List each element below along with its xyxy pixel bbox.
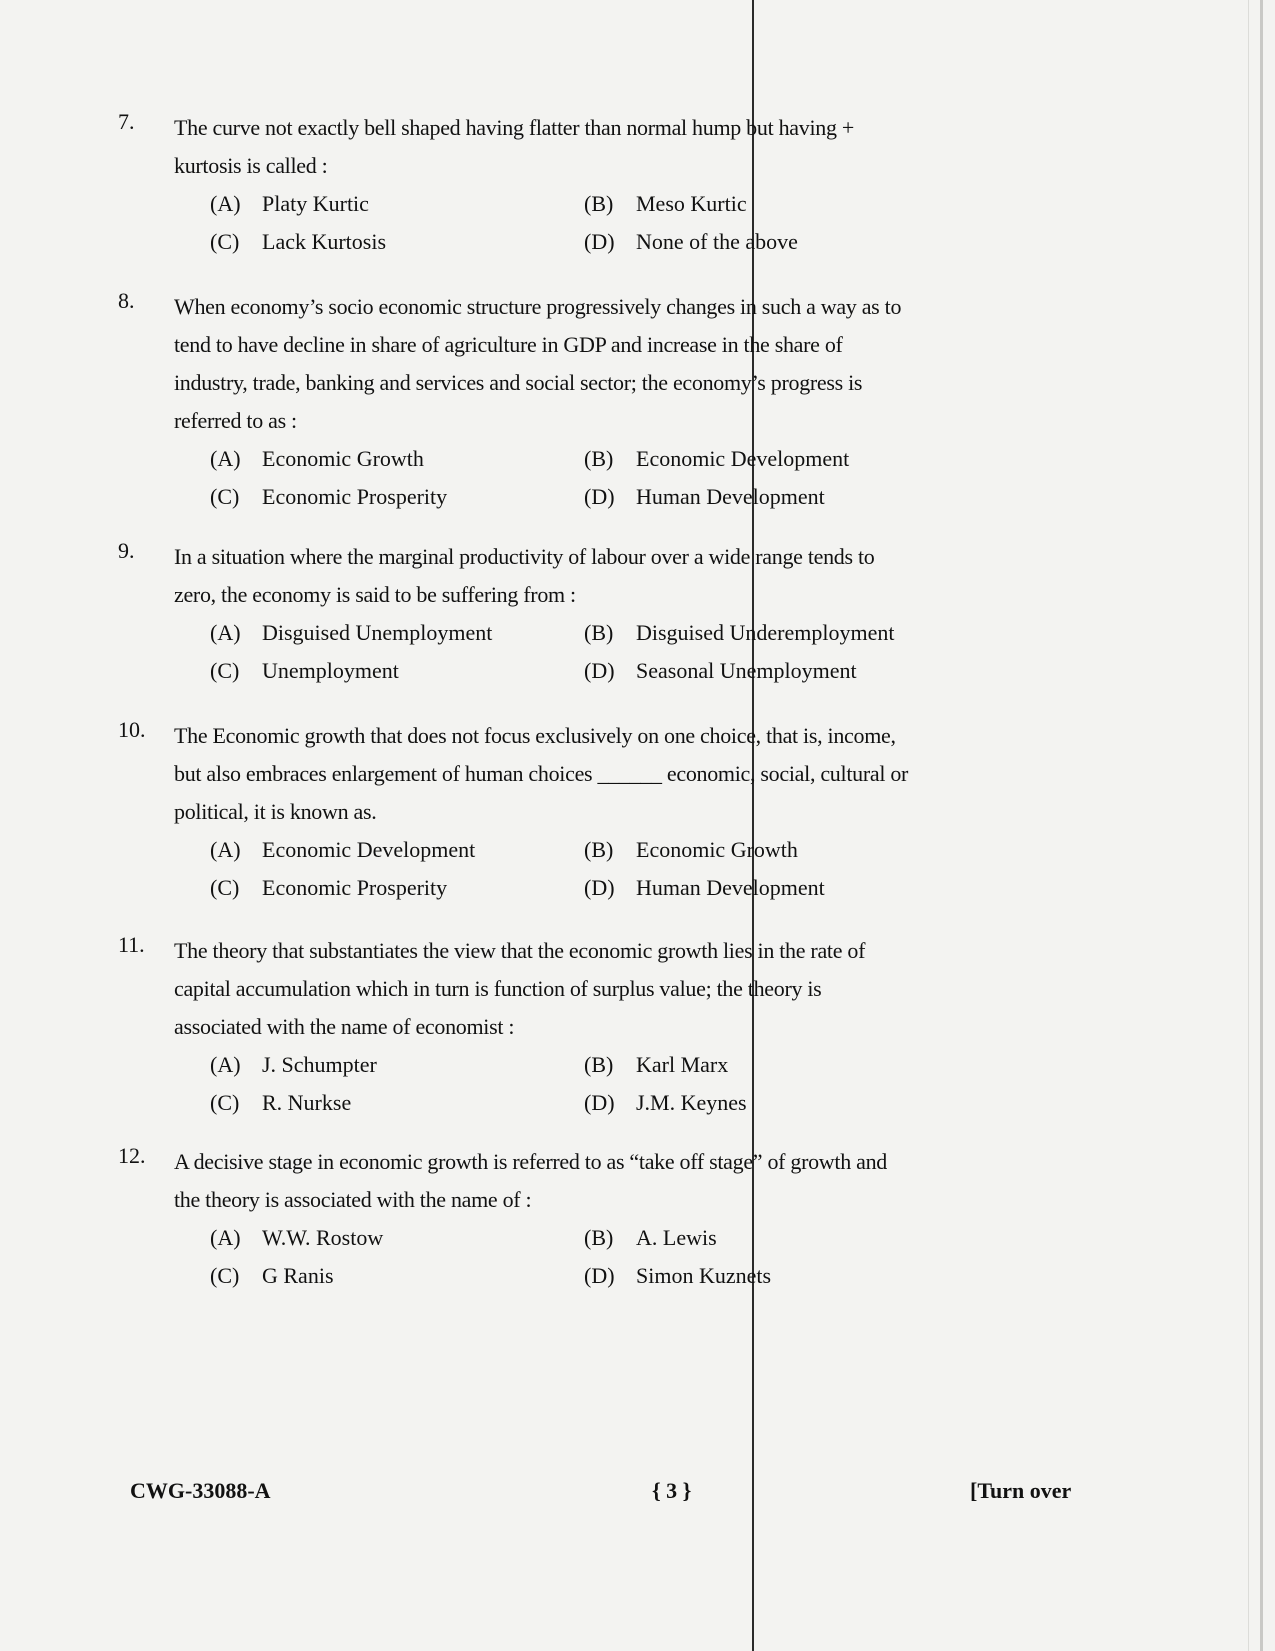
option-b: (B) Karl Marx — [584, 1052, 729, 1077]
option-d: (D) Seasonal Unemployment — [584, 658, 857, 683]
page-number: { 3 } — [652, 1478, 692, 1503]
question-text: The theory that substantiates the view that the economic growth lies in the rate of capital accumulation which in turn is function of surplus value; the theory is associated with the name of economist : — [174, 938, 866, 1039]
question-11 — [118, 932, 958, 1122]
options — [210, 1046, 958, 1122]
option-a: (A) Economic Development — [210, 837, 476, 862]
question-text: In a situation where the marginal productivity of labour over a wide range tends to zero, the economy is said to be suffering from : — [174, 544, 875, 607]
option-a: (A) J. Schumpter — [210, 1052, 377, 1077]
option-d: (D) J.M. Keynes — [584, 1090, 747, 1115]
option-a: (A) Economic Growth — [210, 446, 424, 471]
question-text: When economy’s socio economic structure progressively changes in such a way as to tend to have decline in share of agriculture in GDP and increase in the share of industry, trade, banking and services and social sector; the economy’s progress is referred to as : — [174, 294, 902, 433]
option-b: (B) Meso Kurtic — [584, 191, 747, 216]
option-c: (C) Unemployment — [210, 658, 399, 683]
question-12 — [118, 1143, 958, 1295]
option-d: (D) Human Development — [584, 484, 825, 509]
question-number: 8. — [118, 288, 135, 313]
option-c: (C) G Ranis — [210, 1263, 334, 1288]
question-8 — [118, 288, 958, 516]
option-c: (C) Economic Prosperity — [210, 875, 448, 900]
option-c: (C) Lack Kurtosis — [210, 229, 387, 254]
option-d: (D) None of the above — [584, 229, 798, 254]
options — [210, 1219, 958, 1295]
option-b: (B) Economic Growth — [584, 837, 798, 862]
option-a: (A) W.W. Rostow — [210, 1225, 384, 1250]
option-c: (C) Economic Prosperity — [210, 484, 448, 509]
question-number: 10. — [118, 717, 146, 742]
options — [210, 185, 958, 261]
question-10 — [118, 717, 958, 907]
question-7 — [118, 109, 958, 261]
option-a: (A) Disguised Unemployment — [210, 620, 493, 645]
options — [210, 440, 958, 516]
question-text: A decisive stage in economic growth is referred to as “take off stage” of growth and the theory is associated with the name of : — [174, 1149, 887, 1212]
question-number: 11. — [118, 932, 145, 957]
option-b: (B) A. Lewis — [584, 1225, 717, 1250]
page-edge — [1260, 0, 1263, 1651]
page-edge-inner — [1248, 0, 1249, 1651]
turn-over-note: [Turn over — [970, 1478, 1072, 1503]
question-text: The Economic growth that does not focus exclusively on one choice, that is, income, but also embraces enlargement of human choices ______ economic, social, cultural or political, it is known as. — [174, 723, 909, 824]
option-b: (B) Disguised Underemployment — [584, 620, 895, 645]
question-text: The curve not exactly bell shaped having flatter than normal hump but having + kurtosis is called : — [174, 115, 854, 178]
paper-code: CWG-33088-A — [130, 1478, 271, 1503]
question-9 — [118, 538, 958, 690]
option-a: (A) Platy Kurtic — [210, 191, 369, 216]
option-d: (D) Simon Kuznets — [584, 1263, 772, 1288]
option-d: (D) Human Development — [584, 875, 825, 900]
question-number: 9. — [118, 538, 135, 563]
options — [210, 831, 958, 907]
options — [210, 614, 958, 690]
option-c: (C) R. Nurkse — [210, 1090, 352, 1115]
question-number: 7. — [118, 109, 135, 134]
option-b: (B) Economic Development — [584, 446, 850, 471]
question-number: 12. — [118, 1143, 146, 1168]
